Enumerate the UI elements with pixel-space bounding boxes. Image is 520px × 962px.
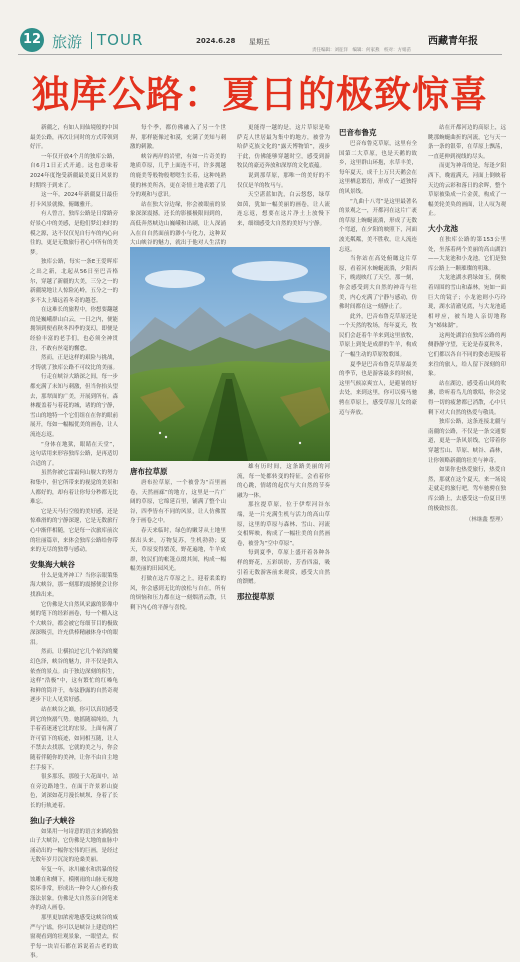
- subheading-dragon-lakes: 大小龙池: [428, 223, 458, 233]
- article-paragraph: 那拉提草原，位于伊犁河谷东端，是一片充满生机与活力的高山草原，这里的草原与森林、雪山、河流交相辉映，构成了一幅壮美的自然画卷，被誉为“空中草原”。: [237, 502, 330, 547]
- section-name-en: TOUR: [97, 31, 144, 49]
- article-paragraph: 在这难长的旅程中，你想要翻越的是巍峨群山白云，一日之内，便能拥领到便看秋冬四季的变幻，即便是经验丰富的老手们，也必须全神贯注，不敢有丝毫的懈怠。: [30, 307, 119, 352]
- article-paragraph: 更能得一越的是，这片草原是哈萨克人世居最为集中的地方，被誉为哈萨克族文化的“露天博物馆”，漫步于此，仿佛能够穿越时空，感受到游牧民的豪迈奔放和深厚的文化底蕴。: [237, 125, 330, 170]
- article-paragraph: 在独库公路的第153公里处，坐落着两个美丽的高山湖泊——大龙池和小龙池，它们是独库公路上一颗璀璨的明珠。: [428, 236, 506, 272]
- article-paragraph: 每到夏季，草原上盛开着各种各样的野花，五彩缤纷，芳香四溢，吸引着无数游客前来观赏，感受大自然的馈赠。: [237, 550, 330, 586]
- article-paragraph: 夏季是巴音布鲁克草原最美的季节，也是游客最多的时候，这里气候凉爽宜人，是避暑的好去处，来到这里，你可以骑马驰骋在草原上，感受草原儿女的豪迈与奔放。: [339, 361, 417, 416]
- article-paragraph: 天空湛蓝如洗，白云悠悠，绿草如茵，犹如一幅美丽的画卷，让人流连忘返，想要在这片净土上放慢下来，细细感受大自然的美好与宁静。: [237, 192, 330, 227]
- tangbula-text: [130, 479, 226, 613]
- column-1-anjihai-text: [30, 572, 118, 812]
- canyon-photo: [130, 247, 330, 461]
- column-1-intro: [30, 124, 118, 556]
- article-paragraph: 什么是鬼斧神工？当你亲眼策集海大峡谷，那一刻那的震撼便会让你找准出来。: [30, 572, 119, 598]
- article-column-2-lower: [130, 463, 226, 682]
- article-paragraph: 行走在峡谷大路深之间，每一步都充满了未知与刺激，但当你抬头望去，那翠面的广美，开展到所有，森林覆盖着与着花的城，诸的的宁静，雪山的地特一个它们组在在你的眼前展开，每如一幅幅优美的画卷，让人流连忘返。: [30, 374, 119, 438]
- article-paragraph: 而更为神奇的是，每逢夕阳西下，晚霞满天，河面上倒映着天边的云彩和落日的余晖，整个草原被染成一片金黄，构成了一幅美轮美奂的画面，让人叹为观止。: [428, 163, 506, 218]
- article-paragraph: 此外，巴音布鲁克草原还是一个天然的牧场，每年夏天，牧民们会赶着牛羊来到这里放牧，草原上到处是成群的牛羊，构成了一幅生动的草原牧歌图。: [339, 313, 417, 359]
- header-rule: [18, 54, 502, 55]
- column-3-text: [237, 124, 330, 230]
- page-number-badge: 12: [20, 28, 44, 52]
- article-column-4: [339, 124, 417, 680]
- article-paragraph: 唐布拉草原，一个被誉为“百里画卷，天然画廊”的地方，这里是一片广阔的草原，它绵延百里，铺满了整个山谷，四季皆有不同的风景，让人仿佛置身于画卷之中。: [130, 480, 226, 525]
- article-paragraph: 巴音布鲁克草原，这里有全国第二大草原，也是天鹅的故乡，这里群山环抱，水草丰美，每年夏天，成千上万只天鹅会在这里栖息繁衍，形成了一道独特的风景线。: [339, 141, 417, 195]
- section-divider: [91, 32, 92, 49]
- article-column-1: [30, 124, 119, 960]
- column-3-lower-text: [237, 463, 330, 588]
- article-paragraph: 然而，让横拍过它几个依沟的魔幻色泽，峡谷的魅力，并不仅是供入依查的景点。由于独边深刻的积生，这样“浩极”中，这有繁忙的红嗓龟和鲜的筒并于，布弦静露的自然奇观逐步下让人见赏好感。: [30, 649, 119, 704]
- column-1-dushanzi-text: [30, 828, 118, 962]
- article-paragraph: 这两处湖泊在独库公路的两侧静静守望，无论是春夏秋冬，它们都以各自不同的姿态迎接着来往的旅人，给人留下深刻的印象。: [428, 332, 506, 378]
- subheading-tangbula: 唐布拉草原: [130, 467, 168, 476]
- issue-weekday: 星期五: [249, 38, 270, 46]
- article-paragraph: 它是天马行空般的美好感，还是惊难滑的的宁静深邃，它是无数旅行心中渐伴相随，它是每一次旅库前次的壮丽篇章，来体会独库公路给你带来的无尽的独尊与感动。: [30, 508, 119, 554]
- article-paragraph: 站在峡谷之巅，你可以真切感受到它的恢溺气势。她摇随端纯给，九手着着迷迷它比的宏景，上面有满了许可留下的痕迹，如同相互随，让人不禁去去找那，它就的美之与，你会随着伴随你的美神，让你不由自主地拦手接下。: [30, 707, 119, 771]
- bayinbuluke-text: [339, 140, 417, 418]
- article-paragraph: 站在独大谷边缘，你会被眼前的景象深深震撼。还长的影摄极限间到的，高低奔然峡边山巍峨和出刷，让人深涌入在自自然面前的渺小与化力，这种双大山峡谷的魅力，就出于他对人生活的: [130, 201, 226, 247]
- article-paragraph: 当你站在高处俯瞰这片草原，看着河水蜿蜒流淌，夕阳西下，晚霞映红了天空，那一刻，你会感受到大自然的神奇与壮美，内心充满了宁静与感动，仿佛时间都在这一刻静止了。: [339, 256, 417, 311]
- article-paragraph: 新疆之，有如人间仙境般的中国最美公路，再次让同时的方式带领到好汗。: [30, 125, 119, 151]
- editor-credits: 责任编辑：刘征洋 编辑：何家燕 校对：方娟苗: [312, 48, 411, 53]
- subheading-bayinbuluke: 巴音布鲁克: [339, 128, 377, 137]
- article-paragraph: 如果用一句诗意的语言来描绘独山子大峡谷，它仿佛是大地的血脉中涌动出的一幅你宏伟的巨画，是经过无数年岁月沉淀的沧桑美丽。: [30, 828, 119, 864]
- article-paragraph: 虽然你被它雷霜何山舰大的努力和集中，但它所带来的视觉的美景和人都好的，却有着让你每分秒都无比难忘。: [30, 470, 119, 506]
- article-paragraph: 站在开都河边的高原上，远眺那蜿蜒曲折的河流，它与天一条一条的银带，在草原上飘荡，一直延伸到视线的尽头。: [428, 125, 506, 160]
- headline: 独库公路：夏日的极致惊喜: [32, 73, 488, 116]
- article-column-3-lower: [237, 463, 330, 682]
- page-header: [0, 0, 520, 58]
- article-paragraph: “身体在地狱，眼睛在天堂”，这句话用来形容独库公路，是再适切合适的了。: [30, 441, 119, 467]
- article-paragraph: 如果你也热爱旅行，热爱自然，那就在这个夏天，来一场说走就走的旅行吧，驾车驰骋在独库公路上，去感受这一份夏日里的极致惊喜。: [428, 467, 506, 512]
- dragon-lakes-text: [428, 236, 506, 514]
- article-paragraph: 有人曾言，独库公路是日常路旁好景心中的美感，是他们梦幻来时的模之源，达不仅仅见自行车的内心向往的，更是无数旅行者心中所有的美梦。: [30, 211, 119, 256]
- article-paragraph: 打做在这片草原之上，迎着柔柔的风，你会感到无比的放松与自在，所有的烦恼和压力都在这一刻烟消云散，只剩下内心的平静与喜悦。: [130, 575, 226, 611]
- article-paragraph: 很多那乐，那般于大花面中，站在旁边路地生，在面于许景彩山旋色，刘深如花月漫长峡坝、身着了长长的行轨迹着。: [30, 774, 119, 809]
- subheading-nalati: 那拉提草原: [237, 591, 275, 601]
- article-paragraph: 每个季，都仿佛融入了另一个世界，那样能像过和漠，充满了美知与刺激的刺激。: [130, 125, 226, 151]
- article-paragraph: 一年仅开放4个月的独库公路，自6月1日正式开通。这也意味着2024年度饱受新疆最美夏日风景的时期终于到来了。: [30, 153, 118, 189]
- article-paragraph: 独库公路，这条连接北疆与南疆的公路，不仅是一条交通要道，更是一条风景线，它带着你穿越雪山、草原、峡谷、森林，让你领略新疆的壮美与神奇。: [428, 419, 506, 464]
- article-paragraph: “九曲十八弯”是这里最著名的景观之一，开都河在这片广袤的草原上蜿蜒流淌，形成了无数个弯道，在夕阳的映照下，河面波光粼粼，美不胜收，让人流连忘返。: [339, 198, 417, 253]
- article-byline: （林继鑫 整理）: [465, 517, 506, 524]
- section-name-cn: 旅游: [52, 33, 83, 51]
- canyon-photo-illustration: [130, 247, 330, 461]
- newspaper-masthead: 西藏青年报: [428, 36, 478, 47]
- subheading-dushanzi: 独山子大峡谷: [30, 815, 75, 825]
- article-paragraph: 它仿佛是大自然风采露的影像中刻的笔下的经彩画卷，每一个棚入这个大峡谷，都会被它每细节目的极致深深吸引，许充供棒精融体身中的眼泪。: [30, 601, 119, 646]
- article-paragraph: 说到那草原，那唯一的美好的不仅仅是羊的牧马与。: [237, 172, 330, 189]
- article-paragraph: 春天来临时，绿色的嫩芽从土地里探出头来，万物复苏，生机勃勃；夏天，草原变得繁茂，野花遍地，牛羊成群，牧民们的帐篷点缀其间，构成一幅幅美丽的田园风光。: [130, 527, 226, 573]
- issue-date: 2024.6.28: [196, 37, 236, 45]
- article-column-3: [237, 124, 330, 242]
- article-paragraph: 年复一年，冰川融水和洪暴的侵蚀雕在和侧下，模刚雨的山脉无视地裂坏非常，形成出一种令人心修有我涤法景象。仿佛是大自然亲自剑笔来亦的动人画卷。: [30, 866, 119, 912]
- article-column-5: [428, 124, 506, 680]
- article-paragraph: 然而，正是这样的艰险与挑战，才铸就了独库公路不可纹比的美丽。: [30, 355, 119, 371]
- article-paragraph: 峡谷两岸的岩壁，有如一片奇美的地质草原，几乎上面连不可，许多拥越的鹿美等般物般嗯嗯生长着，这种纯熟使的林美所各，更在奇情土地表繁了几分的观和与意识。: [130, 153, 226, 199]
- subheading-anjihai: 安集海大峡谷: [30, 559, 75, 569]
- article-paragraph: 独库公路，每实一条E王爱晖库之出之新，北起从56日至巴音格尔，穿越了新疆的大美，三分之一的新疆境地让人惊险沁岭，五分之一的多不太上墙远着冬奇的越苍。: [30, 259, 119, 304]
- article-paragraph: 那里更加浓密地感受这峡谷的威严与宁谧，你可以是峡谷上建造的栏窗观看到的壮观景象，一眼望去，似乎每一块岩石都在诉说着古老的故事。: [30, 914, 119, 960]
- article-paragraph: 站在湖边，感受着山风的吹拂，聆听着鸟儿的歌唱，你会觉得一切的疲惫都已消散，心中只剩下对大自然的热爱与敬畏。: [428, 380, 506, 416]
- article-paragraph: 大龙池湖水碧绿如玉，倒映着周围的雪山和森林，宛如一面巨大的镜子；小龙池则小巧玲珑，湖水清澈见底，与大龙池遥相呼应，被当地人亲切地称为“姊妹湖”。: [428, 275, 506, 330]
- article-paragraph: 雄有历时间，这条路美丽的河流，每一处都转变的特征，会看着你的心跳，情绪的起伏与大自然的节奏融为一体。: [237, 464, 330, 499]
- column-5-text: [428, 124, 506, 220]
- article-paragraph: 这一年，2024年新疆夏日最佳打卡风景就像，俯瞰雅开。: [30, 192, 118, 208]
